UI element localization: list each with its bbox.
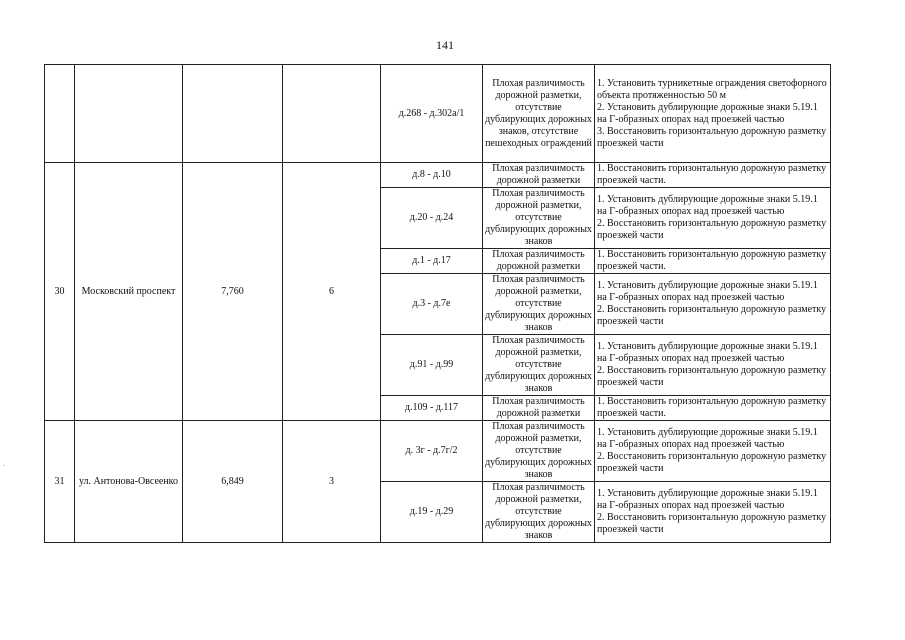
section-cell: д.268 - д.302а/1 [381, 65, 483, 163]
row-number-cell: 30 [45, 163, 75, 421]
table-row [45, 65, 831, 163]
action-item: 1. Восстановить горизонтальную дорожную разметку проезжей части. [597, 396, 827, 419]
section-cell: д.19 - д.29 [381, 482, 483, 543]
action-item: 1. Восстановить горизонтальную дорожную разметку проезжей части. [597, 249, 827, 272]
action-item: 2. Восстановить горизонтальную дорожную разметку проезжей части [597, 365, 827, 388]
defect-cell: Плохая различимость дорожной разметки [483, 396, 595, 421]
empty-cell [45, 65, 75, 163]
action-item: 1. Установить дублирующие дорожные знаки 5.19.1 на Г-образных опорах над проезжей частью [597, 280, 818, 303]
length-cell: 6,849 [183, 421, 283, 543]
section-cell: д.1 - д.17 [381, 249, 483, 274]
actions-cell [595, 482, 831, 543]
defect-cell: Плохая различимость дорожной разметки, отсутствие дублирующих дорожных знаков, отсутствие пешеходных ограждений [483, 65, 595, 163]
actions-cell [595, 421, 831, 482]
section-cell: д.8 - д.10 [381, 163, 483, 188]
road-defects-table [44, 64, 831, 543]
actions-cell [595, 163, 831, 188]
actions-cell [595, 335, 831, 396]
count-cell: 6 [283, 163, 381, 421]
actions-cell [595, 249, 831, 274]
action-item: 2. Восстановить горизонтальную дорожную разметку проезжей части [597, 451, 827, 474]
defect-cell: Плохая различимость дорожной разметки, отсутствие дублирующих дорожных знаков [483, 274, 595, 335]
action-item: 2. Установить дублирующие дорожные знаки 5.19.1 на Г-образных опорах над проезжей частью [597, 101, 818, 125]
table-row [45, 163, 831, 188]
defect-cell: Плохая различимость дорожной разметки, отсутствие дублирующих дорожных знаков [483, 421, 595, 482]
section-cell: д.3 - д.7е [381, 274, 483, 335]
action-item: 1. Установить дублирующие дорожные знаки 5.19.1 на Г-образных опорах над проезжей частью [597, 488, 818, 511]
action-item: 2. Восстановить горизонтальную дорожную разметку проезжей части [597, 304, 827, 327]
actions-cell [595, 396, 831, 421]
actions-cell [595, 274, 831, 335]
length-cell: 7,760 [183, 163, 283, 421]
defect-cell: Плохая различимость дорожной разметки, отсутствие дублирующих дорожных знаков [483, 482, 595, 543]
empty-cell [283, 65, 381, 163]
row-number-cell: 31 [45, 421, 75, 543]
actions-cell [595, 65, 831, 163]
empty-cell [183, 65, 283, 163]
action-item: 1. Установить дублирующие дорожные знаки 5.19.1 на Г-образных опорах над проезжей частью [597, 341, 818, 364]
actions-cell [595, 188, 831, 249]
action-item: 3. Восстановить горизонтальную дорожную разметку проезжей части [597, 125, 827, 149]
section-cell: д.20 - д.24 [381, 188, 483, 249]
empty-cell [75, 65, 183, 163]
section-cell: д.109 - д.117 [381, 396, 483, 421]
action-item: 2. Восстановить горизонтальную дорожную разметку проезжей части [597, 218, 827, 241]
scan-artifact-mark: . [3, 458, 6, 468]
defect-cell: Плохая различимость дорожной разметки [483, 249, 595, 274]
section-cell: д.91 - д.99 [381, 335, 483, 396]
street-name-cell: Московский проспект [75, 163, 183, 421]
action-item: 1. Восстановить горизонтальную дорожную разметку проезжей части. [597, 163, 827, 186]
action-item: 1. Установить турникетные ограждения светофорного объекта протяженностью 50 м [597, 77, 827, 101]
defect-cell: Плохая различимость дорожной разметки [483, 163, 595, 188]
table-row [45, 421, 831, 482]
action-item: 1. Установить дублирующие дорожные знаки 5.19.1 на Г-образных опорах над проезжей частью [597, 194, 818, 217]
defect-cell: Плохая различимость дорожной разметки, отсутствие дублирующих дорожных знаков [483, 335, 595, 396]
section-cell: д. 3г - д.7г/2 [381, 421, 483, 482]
count-cell: 3 [283, 421, 381, 543]
action-item: 2. Восстановить горизонтальную дорожную разметку проезжей части [597, 512, 827, 535]
street-name-cell: ул. Антонова-Овсеенко [75, 421, 183, 543]
defect-cell: Плохая различимость дорожной разметки, отсутствие дублирующих дорожных знаков [483, 188, 595, 249]
page-number: 141 [436, 38, 454, 52]
action-item: 1. Установить дублирующие дорожные знаки 5.19.1 на Г-образных опорах над проезжей частью [597, 427, 818, 450]
